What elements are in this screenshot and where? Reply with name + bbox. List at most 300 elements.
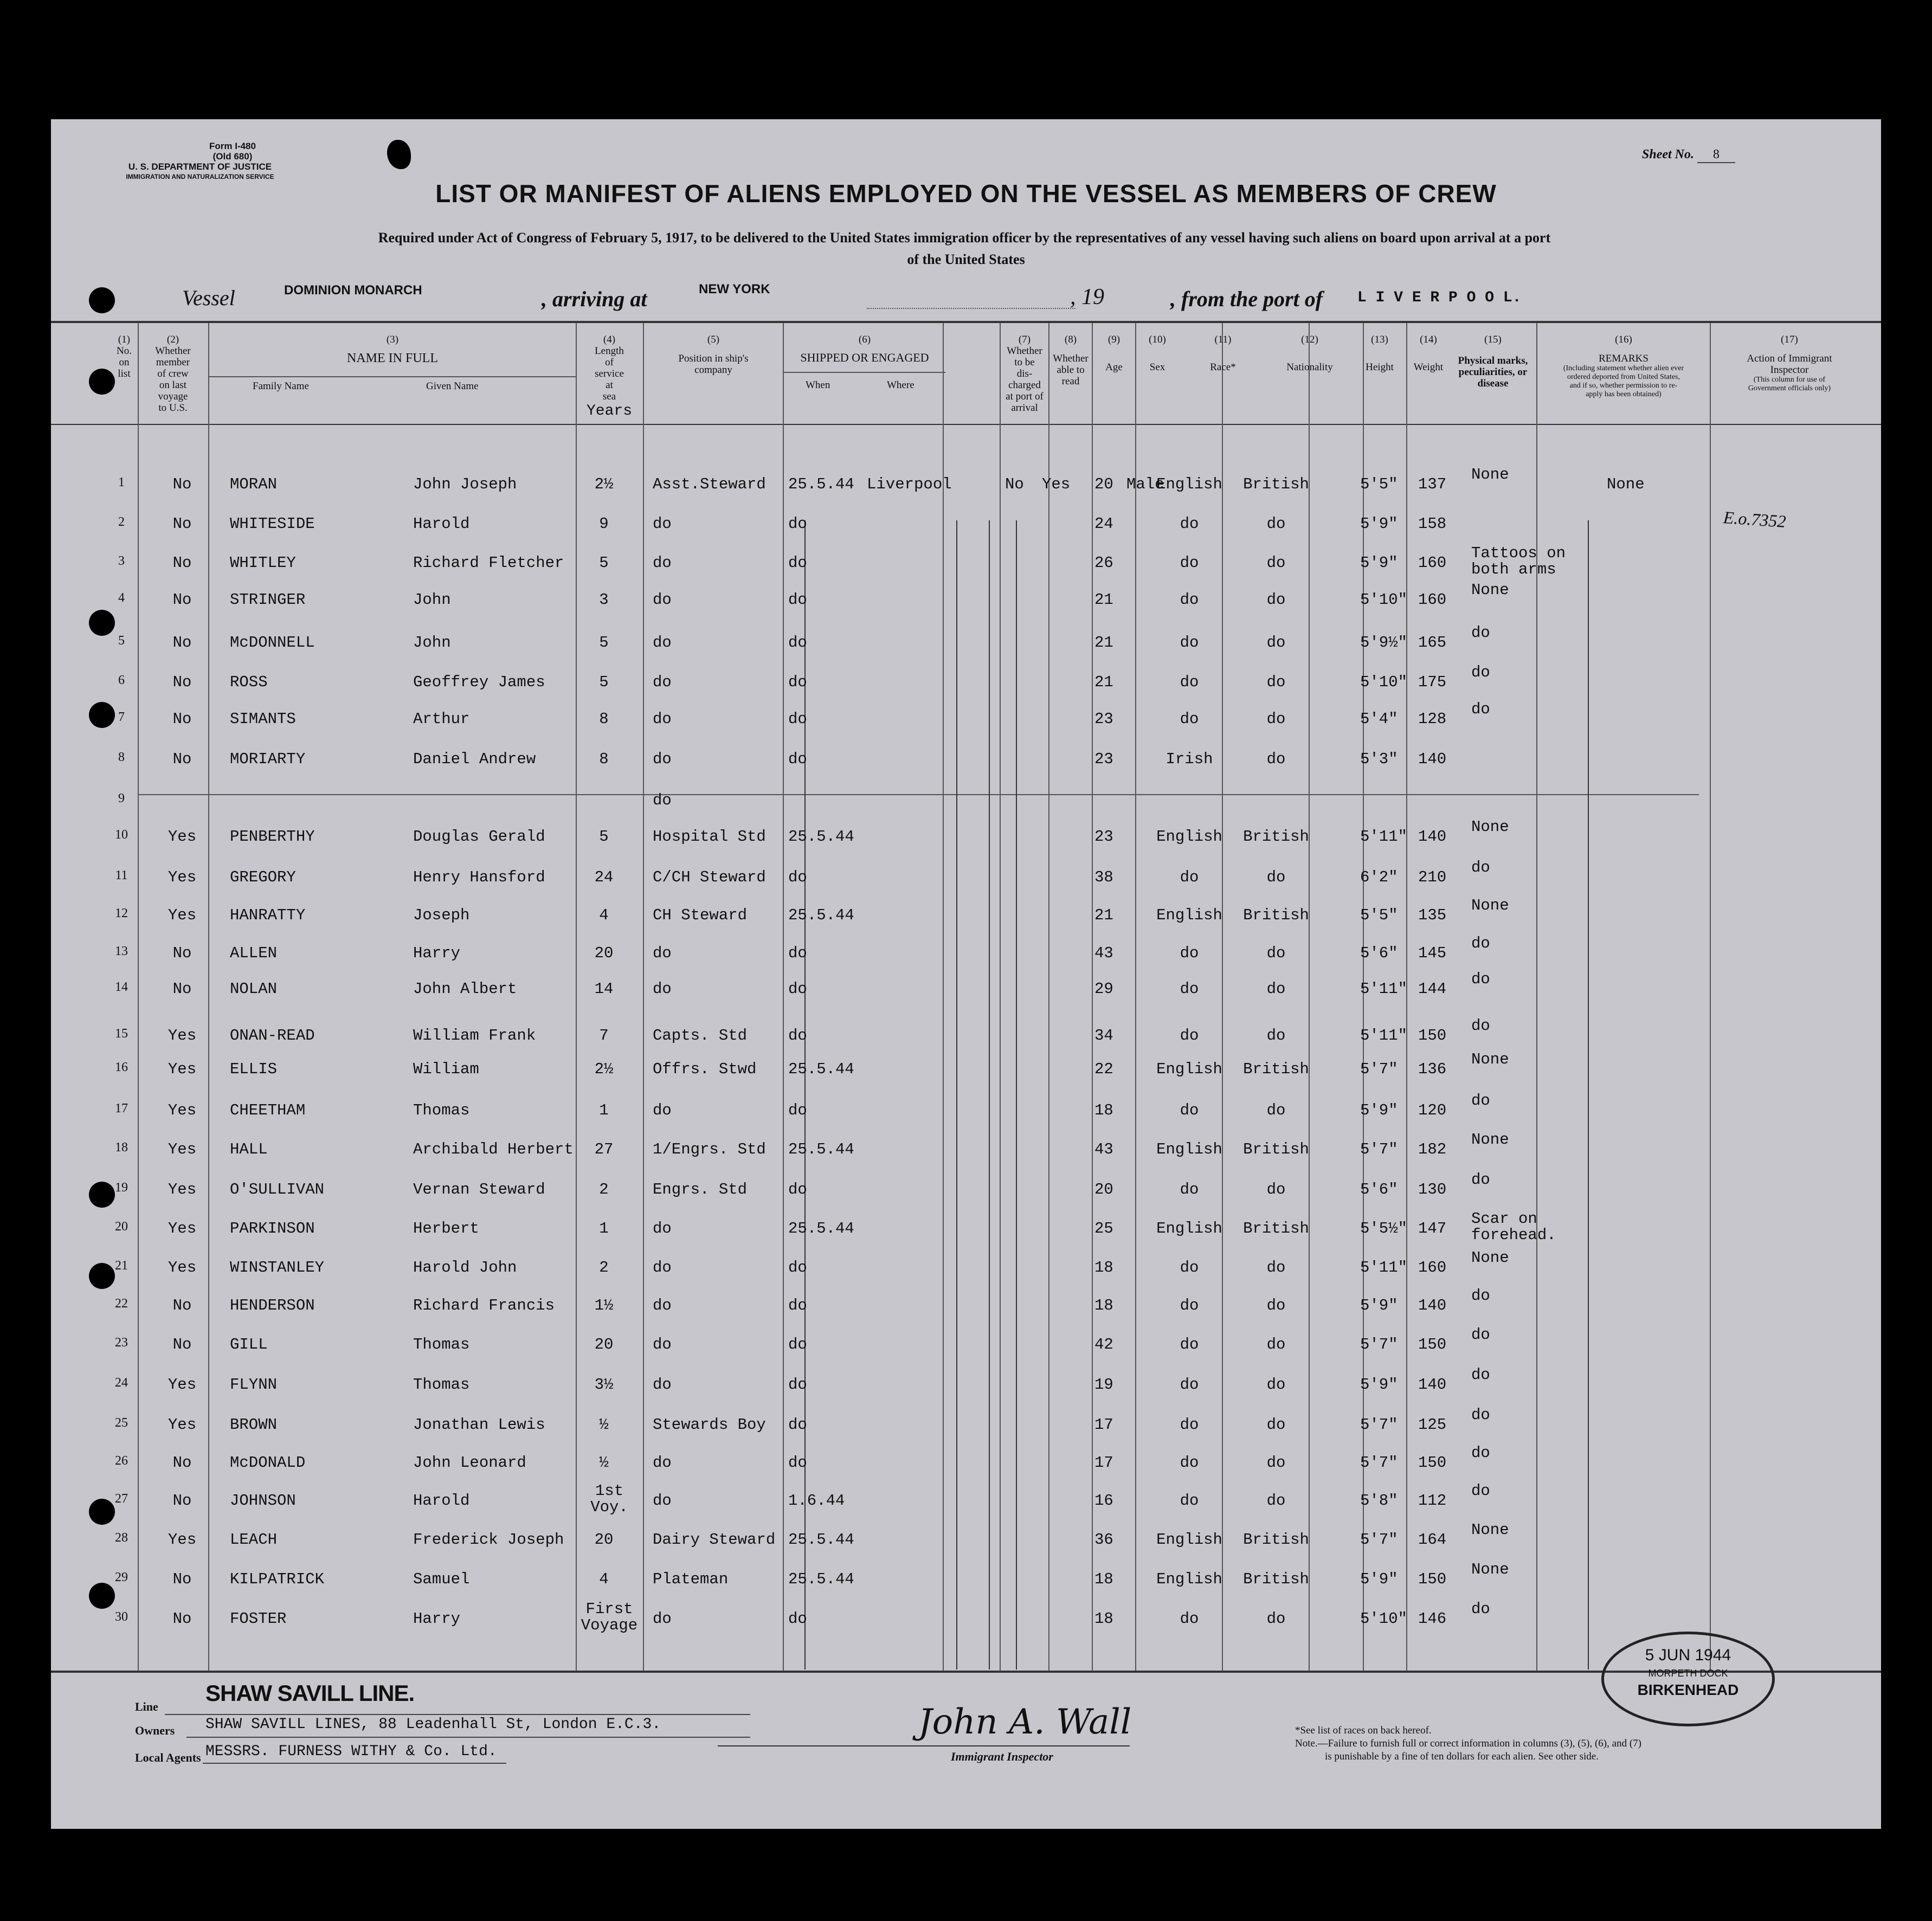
row-number: 21 bbox=[115, 1259, 128, 1273]
race: English bbox=[1156, 1531, 1222, 1549]
nationality: do bbox=[1266, 554, 1286, 572]
owners-underline bbox=[186, 1737, 750, 1738]
on-last-voyage: No bbox=[172, 475, 192, 493]
physical-marks: do bbox=[1471, 1092, 1490, 1110]
weight: 140 bbox=[1418, 828, 1447, 846]
weight: 165 bbox=[1418, 634, 1447, 652]
row-number: 6 bbox=[118, 673, 125, 687]
stamp-date: 5 JUN 1944 bbox=[1645, 1646, 1731, 1664]
length-of-service: 1½ bbox=[594, 1297, 614, 1314]
physical-marks: do bbox=[1471, 1482, 1490, 1500]
shipped-when: do bbox=[788, 1101, 807, 1119]
height: 5'9½" bbox=[1360, 634, 1408, 652]
agents-label: Local Agents bbox=[135, 1751, 201, 1764]
on-last-voyage: No bbox=[172, 1570, 192, 1588]
header-col5: (5) Position in ship's company bbox=[678, 334, 749, 376]
on-last-voyage: Yes bbox=[168, 868, 197, 886]
height: 5'9" bbox=[1360, 1101, 1398, 1119]
shipped-where: Liverpool bbox=[867, 475, 952, 493]
on-last-voyage: No bbox=[172, 980, 192, 998]
row-number: 27 bbox=[115, 1492, 128, 1506]
weight: 160 bbox=[1418, 591, 1447, 609]
age: 17 bbox=[1094, 1416, 1113, 1434]
length-of-service: 2 bbox=[599, 1259, 609, 1277]
age: 18 bbox=[1094, 1101, 1113, 1119]
header-bottom-rule bbox=[51, 424, 1881, 425]
height: 6'2" bbox=[1360, 868, 1398, 886]
agents-value: MESSRS. FURNESS WITHY & Co. Ltd. bbox=[205, 1743, 497, 1760]
position: 1/Engrs. Std bbox=[653, 1140, 766, 1158]
row-number: 9 bbox=[118, 791, 125, 805]
age: 17 bbox=[1094, 1454, 1113, 1472]
on-last-voyage: No bbox=[172, 944, 192, 962]
given-name: Richard Fletcher bbox=[413, 554, 564, 572]
given-name: Vernan Steward bbox=[413, 1181, 545, 1198]
weight: 135 bbox=[1418, 906, 1447, 924]
race: English bbox=[1156, 1060, 1222, 1078]
weight: 140 bbox=[1418, 750, 1447, 768]
row-number: 18 bbox=[115, 1140, 128, 1155]
departure-port: L I V E R P O O L. bbox=[1357, 289, 1522, 306]
physical-marks: Tattoos on both arms bbox=[1471, 544, 1566, 578]
physical-marks: None bbox=[1471, 1249, 1509, 1267]
weight: 150 bbox=[1418, 1027, 1447, 1045]
height: 5'9" bbox=[1360, 1570, 1398, 1588]
col-line bbox=[1710, 323, 1711, 1671]
age: 23 bbox=[1094, 750, 1113, 768]
nationality: do bbox=[1266, 750, 1286, 768]
fine-note-1: Note.—Failure to furnish full or correct information in columns (3), (5), (6), and (7) bbox=[1295, 1738, 1641, 1749]
weight: 128 bbox=[1418, 710, 1447, 728]
shipped-when: do bbox=[788, 634, 807, 652]
given-name: John Albert bbox=[413, 980, 517, 998]
nationality: do bbox=[1266, 1297, 1286, 1314]
row-number: 25 bbox=[115, 1416, 128, 1430]
height: 5'11" bbox=[1360, 828, 1408, 846]
nationality: do bbox=[1266, 591, 1286, 609]
length-of-service: 5 bbox=[599, 673, 609, 691]
given-name: John bbox=[413, 634, 451, 652]
family-name: MORAN bbox=[230, 475, 278, 493]
col-line bbox=[1048, 323, 1049, 1671]
weight: 140 bbox=[1418, 1297, 1447, 1314]
given-name: William Frank bbox=[413, 1027, 536, 1045]
physical-marks: do bbox=[1471, 1600, 1490, 1618]
row-number: 5 bbox=[118, 634, 125, 648]
vessel-label: Vessel bbox=[182, 286, 235, 310]
position: do bbox=[653, 1376, 672, 1394]
margin-note: E.o.7352 bbox=[1722, 507, 1787, 531]
weight: 144 bbox=[1418, 980, 1447, 998]
on-last-voyage: No bbox=[172, 1610, 192, 1628]
family-name: LEACH bbox=[230, 1531, 278, 1549]
nationality: do bbox=[1266, 1492, 1286, 1510]
col-line bbox=[208, 323, 209, 1671]
family-name: ROSS bbox=[230, 673, 268, 691]
race: English bbox=[1156, 1220, 1222, 1237]
shipped-when: do bbox=[788, 673, 807, 691]
header-col1: (1) No. on list bbox=[117, 334, 132, 379]
position: do bbox=[653, 515, 672, 533]
family-name: ELLIS bbox=[230, 1060, 278, 1078]
nationality: do bbox=[1266, 634, 1286, 652]
nationality: do bbox=[1266, 1376, 1286, 1394]
given-name: Geoffrey James bbox=[413, 673, 545, 691]
given-name: Thomas bbox=[413, 1101, 470, 1119]
height: 5'11" bbox=[1360, 1259, 1408, 1277]
age: 18 bbox=[1094, 1610, 1113, 1628]
given-name: John bbox=[413, 591, 451, 609]
given-name: Harold bbox=[413, 1492, 470, 1510]
shipped-when: do bbox=[788, 868, 807, 886]
nationality: do bbox=[1266, 1101, 1286, 1119]
height: 5'10" bbox=[1360, 673, 1408, 691]
family-name: SIMANTS bbox=[230, 710, 296, 728]
length-of-service: 9 bbox=[599, 515, 609, 533]
family-name: ALLEN bbox=[230, 944, 278, 962]
height: 5'9" bbox=[1360, 554, 1398, 572]
form-number: Form I-480 bbox=[209, 141, 256, 151]
col-line bbox=[643, 323, 644, 1671]
position: Asst.Steward bbox=[653, 475, 766, 493]
row-number: 16 bbox=[115, 1060, 128, 1074]
nationality: do bbox=[1266, 1259, 1286, 1277]
age: 19 bbox=[1094, 1376, 1113, 1394]
physical-marks: Scar on forehead. bbox=[1471, 1210, 1556, 1244]
family-name: PENBERTHY bbox=[230, 828, 315, 846]
row-number: 20 bbox=[115, 1220, 128, 1234]
on-last-voyage: No bbox=[172, 1336, 192, 1353]
position: Plateman bbox=[653, 1570, 729, 1588]
height: 5'7" bbox=[1360, 1140, 1398, 1158]
shipped-when: 25.5.44 bbox=[788, 906, 854, 924]
height: 5'6" bbox=[1360, 944, 1398, 962]
family-name: WINSTANLEY bbox=[230, 1259, 325, 1277]
physical-marks: do bbox=[1471, 970, 1490, 988]
stamp-place: MORPETH DOCK bbox=[1648, 1668, 1728, 1679]
owners-label: Owners bbox=[135, 1724, 175, 1737]
sheet-label: Sheet No. bbox=[1642, 147, 1694, 162]
row-number: 22 bbox=[115, 1297, 128, 1311]
physical-marks: do bbox=[1471, 934, 1490, 952]
year-label: , 19 bbox=[1070, 285, 1104, 310]
line-stamp: SHAW SAVILL LINE. bbox=[205, 1680, 415, 1706]
weight: 175 bbox=[1418, 673, 1447, 691]
signature-underline bbox=[718, 1745, 1130, 1746]
height: 5'5" bbox=[1360, 906, 1398, 924]
weight: 160 bbox=[1418, 1259, 1447, 1277]
row-number: 23 bbox=[115, 1336, 128, 1350]
service-name: IMMIGRATION AND NATURALIZATION SERVICE bbox=[126, 173, 274, 181]
shipped-when: do bbox=[788, 591, 807, 609]
header-col3: (3) NAME IN FULL Family Name Given Name bbox=[209, 334, 576, 394]
header-col2: (2) Whether member of crew on last voyage to U.S. bbox=[155, 334, 191, 414]
family-name: WHITESIDE bbox=[230, 515, 315, 533]
physical-marks: None bbox=[1471, 1131, 1509, 1149]
on-last-voyage: Yes bbox=[168, 1140, 197, 1158]
position: do bbox=[653, 554, 672, 572]
length-of-service: 14 bbox=[594, 980, 614, 998]
nationality: do bbox=[1266, 515, 1286, 533]
weight: 182 bbox=[1418, 1140, 1447, 1158]
col-line bbox=[1092, 323, 1093, 1671]
row-number: 1 bbox=[118, 475, 125, 489]
race: English bbox=[1156, 1570, 1222, 1588]
given-name: Jonathan Lewis bbox=[413, 1416, 545, 1434]
row-number: 7 bbox=[118, 710, 125, 724]
physical-marks: None bbox=[1471, 581, 1509, 599]
given-name: Harold John bbox=[413, 1259, 517, 1277]
race: Irish bbox=[1165, 750, 1213, 768]
weight: 120 bbox=[1418, 1101, 1447, 1119]
length-of-service: 5 bbox=[599, 554, 609, 572]
weight: 210 bbox=[1418, 868, 1447, 886]
shipped-when: do bbox=[788, 1610, 807, 1628]
given-name: Joseph bbox=[413, 906, 470, 924]
on-last-voyage: Yes bbox=[168, 828, 197, 846]
vessel-underline bbox=[867, 308, 1076, 309]
age: 16 bbox=[1094, 1492, 1113, 1510]
shipped-when: 25.5.44 bbox=[788, 1570, 854, 1588]
col-line bbox=[576, 323, 577, 1671]
length-of-service: 1st Voy. bbox=[590, 1482, 628, 1516]
agents-underline bbox=[203, 1763, 506, 1764]
height: 5'9" bbox=[1360, 1297, 1398, 1314]
race: do bbox=[1180, 1416, 1199, 1434]
row-number: 26 bbox=[115, 1454, 128, 1468]
shipped-when: 1.6.44 bbox=[788, 1492, 845, 1510]
on-last-voyage: Yes bbox=[168, 906, 197, 924]
nationality: do bbox=[1266, 1610, 1286, 1628]
nationality: do bbox=[1266, 980, 1286, 998]
on-last-voyage: No bbox=[172, 1454, 192, 1472]
race: English bbox=[1156, 828, 1222, 846]
physical-marks: do bbox=[1471, 859, 1490, 876]
given-name: William bbox=[413, 1060, 479, 1078]
height: 5'7" bbox=[1360, 1060, 1398, 1078]
col-line bbox=[138, 323, 139, 1671]
shipped-when: do bbox=[788, 1181, 807, 1198]
remarks: None bbox=[1607, 475, 1645, 493]
nationality: British bbox=[1243, 475, 1309, 493]
on-last-voyage: No bbox=[172, 591, 192, 609]
position: do bbox=[653, 1492, 672, 1510]
physical-marks: do bbox=[1471, 1444, 1490, 1462]
position: do bbox=[653, 634, 672, 652]
age: 18 bbox=[1094, 1570, 1113, 1588]
nationality: British bbox=[1243, 1531, 1309, 1549]
row-number: 24 bbox=[115, 1376, 128, 1390]
race: do bbox=[1180, 1027, 1199, 1045]
seal-icon bbox=[387, 140, 411, 169]
shipped-when: 25.5.44 bbox=[788, 1060, 854, 1078]
nationality: British bbox=[1243, 1220, 1309, 1237]
length-of-service: 27 bbox=[594, 1140, 614, 1158]
position: do bbox=[653, 1259, 672, 1277]
on-last-voyage: Yes bbox=[168, 1531, 197, 1549]
height: 5'6" bbox=[1360, 1181, 1398, 1198]
col-line bbox=[783, 323, 784, 1671]
given-name: Herbert bbox=[413, 1220, 479, 1237]
shipped-when: do bbox=[788, 980, 807, 998]
header-col17: (17) Action of Immigrant Inspector (This column for use of Government officials only) bbox=[1747, 334, 1832, 392]
family-name: HENDERSON bbox=[230, 1297, 315, 1314]
weight: 145 bbox=[1418, 944, 1447, 962]
given-name: Frederick Joseph bbox=[413, 1531, 564, 1549]
nationality: do bbox=[1266, 944, 1286, 962]
nationality: British bbox=[1243, 906, 1309, 924]
nationality: do bbox=[1266, 710, 1286, 728]
row-number: 4 bbox=[118, 591, 125, 605]
race: do bbox=[1180, 554, 1199, 572]
shipped-when: 25.5.44 bbox=[788, 475, 854, 493]
family-name: McDONALD bbox=[230, 1454, 306, 1472]
on-last-voyage: No bbox=[172, 634, 192, 652]
nationality: do bbox=[1266, 1416, 1286, 1434]
nationality: do bbox=[1266, 868, 1286, 886]
weight: 130 bbox=[1418, 1181, 1447, 1198]
given-name: Henry Hansford bbox=[413, 868, 545, 886]
length-of-service: 1 bbox=[599, 1101, 609, 1119]
weight: 125 bbox=[1418, 1416, 1447, 1434]
sheet-number-block bbox=[1642, 147, 1735, 163]
on-last-voyage: No bbox=[172, 673, 192, 691]
able-to-read: Yes bbox=[1042, 475, 1071, 493]
position: do bbox=[653, 1220, 672, 1237]
on-last-voyage: No bbox=[172, 515, 192, 533]
given-name: Thomas bbox=[413, 1336, 470, 1353]
race: do bbox=[1180, 944, 1199, 962]
position: do bbox=[653, 1454, 672, 1472]
height: 5'9" bbox=[1360, 515, 1398, 533]
arrival-port: NEW YORK bbox=[699, 282, 770, 296]
col-line bbox=[1135, 323, 1136, 1671]
family-name: PARKINSON bbox=[230, 1220, 315, 1237]
race: do bbox=[1180, 868, 1199, 886]
physical-marks: do bbox=[1471, 663, 1490, 681]
date-stamp bbox=[1601, 1632, 1775, 1726]
name-in-full-title: NAME IN FULL bbox=[347, 351, 438, 365]
position: do bbox=[653, 944, 672, 962]
on-last-voyage: Yes bbox=[168, 1220, 197, 1237]
header-col16: (16) REMARKS (Including statement whether alien ever ordered deported from United States, and if so, whether permission to re- apply has been obtained) bbox=[1563, 334, 1684, 398]
physical-marks: do bbox=[1471, 1017, 1490, 1035]
height: 5'5½" bbox=[1360, 1220, 1408, 1237]
age: 34 bbox=[1094, 1027, 1113, 1045]
length-of-service: 8 bbox=[599, 750, 609, 768]
punch-hole bbox=[89, 1583, 115, 1609]
height: 5'4" bbox=[1360, 710, 1398, 728]
shipped-when: do bbox=[788, 1376, 807, 1394]
header-col15: (15) Physical marks, peculiarities, or disease bbox=[1458, 334, 1528, 389]
nationality: British bbox=[1243, 1140, 1309, 1158]
physical-marks: do bbox=[1471, 1326, 1490, 1344]
race: do bbox=[1180, 1492, 1199, 1510]
on-last-voyage: Yes bbox=[168, 1416, 197, 1434]
physical-marks: do bbox=[1471, 1406, 1490, 1424]
position: do bbox=[653, 1297, 672, 1314]
family-name: KILPATRICK bbox=[230, 1570, 325, 1588]
position: Hospital Std bbox=[653, 828, 766, 846]
shipped-when: do bbox=[788, 1259, 807, 1277]
weight: 150 bbox=[1418, 1570, 1447, 1588]
nationality: do bbox=[1266, 1454, 1286, 1472]
family-name: MORIARTY bbox=[230, 750, 306, 768]
family-name: HALL bbox=[230, 1140, 268, 1158]
height: 5'9" bbox=[1360, 1376, 1398, 1394]
age: 22 bbox=[1094, 1060, 1113, 1078]
given-name: Richard Francis bbox=[413, 1297, 555, 1314]
shipped-when: 25.5.44 bbox=[788, 1140, 854, 1158]
position: do bbox=[653, 980, 672, 998]
age: 23 bbox=[1094, 710, 1113, 728]
line-underline bbox=[165, 1714, 750, 1715]
weight: 146 bbox=[1418, 1610, 1447, 1628]
shipped-when: do bbox=[788, 1336, 807, 1353]
race: English bbox=[1156, 475, 1222, 493]
length-of-service: First Voyage bbox=[581, 1600, 638, 1634]
sheet-number: 8 bbox=[1697, 147, 1735, 163]
vessel-line bbox=[51, 282, 1881, 314]
header-col4: (4) Length of service at sea Years bbox=[577, 334, 642, 417]
given-name: John Leonard bbox=[413, 1454, 526, 1472]
race: do bbox=[1180, 1259, 1199, 1277]
age: 29 bbox=[1094, 980, 1113, 998]
length-of-service: 2½ bbox=[594, 1060, 614, 1078]
on-last-voyage: Yes bbox=[168, 1060, 197, 1078]
to-be-discharged: No bbox=[1005, 475, 1024, 493]
punch-hole bbox=[89, 610, 115, 636]
physical-marks: None bbox=[1471, 818, 1509, 836]
shipped-when: 25.5.44 bbox=[788, 1220, 854, 1237]
on-last-voyage: Yes bbox=[168, 1259, 197, 1277]
race: do bbox=[1180, 634, 1199, 652]
age: 21 bbox=[1094, 673, 1113, 691]
table-top-rule bbox=[51, 321, 1881, 323]
length-of-service: 20 bbox=[594, 1336, 614, 1353]
nationality: do bbox=[1266, 1027, 1286, 1045]
nationality: do bbox=[1266, 1181, 1286, 1198]
on-last-voyage: Yes bbox=[168, 1101, 197, 1119]
race: do bbox=[1180, 1454, 1199, 1472]
row-number: 19 bbox=[115, 1181, 128, 1195]
family-name: JOHNSON bbox=[230, 1492, 296, 1510]
family-name: GREGORY bbox=[230, 868, 296, 886]
length-of-service: 8 bbox=[599, 710, 609, 728]
age: 18 bbox=[1094, 1297, 1113, 1314]
given-name-header: Given Name bbox=[426, 381, 479, 392]
where-header: Where bbox=[887, 379, 915, 391]
shipped-when: do bbox=[788, 1416, 807, 1434]
length-of-service: 7 bbox=[599, 1027, 609, 1045]
length-of-service: 3 bbox=[599, 591, 609, 609]
physical-marks: do bbox=[1471, 624, 1490, 642]
col-line bbox=[943, 323, 944, 1671]
manifest-sheet bbox=[51, 119, 1881, 1829]
header-col13: (13) Height bbox=[1366, 334, 1394, 373]
position: C/CH Steward bbox=[653, 868, 766, 886]
race: do bbox=[1180, 591, 1199, 609]
height: 5'11" bbox=[1360, 980, 1408, 998]
header-col11: (11) Race* bbox=[1210, 334, 1236, 373]
weight: 158 bbox=[1418, 515, 1447, 533]
given-name: Arthur bbox=[413, 710, 470, 728]
header-col6: (6) SHIPPED OR ENGAGED When Where bbox=[784, 334, 945, 389]
col-line bbox=[956, 520, 957, 1669]
shipped-when: do bbox=[788, 750, 807, 768]
vessel-name: DOMINION MONARCH bbox=[284, 283, 422, 298]
nationality: British bbox=[1243, 1060, 1309, 1078]
